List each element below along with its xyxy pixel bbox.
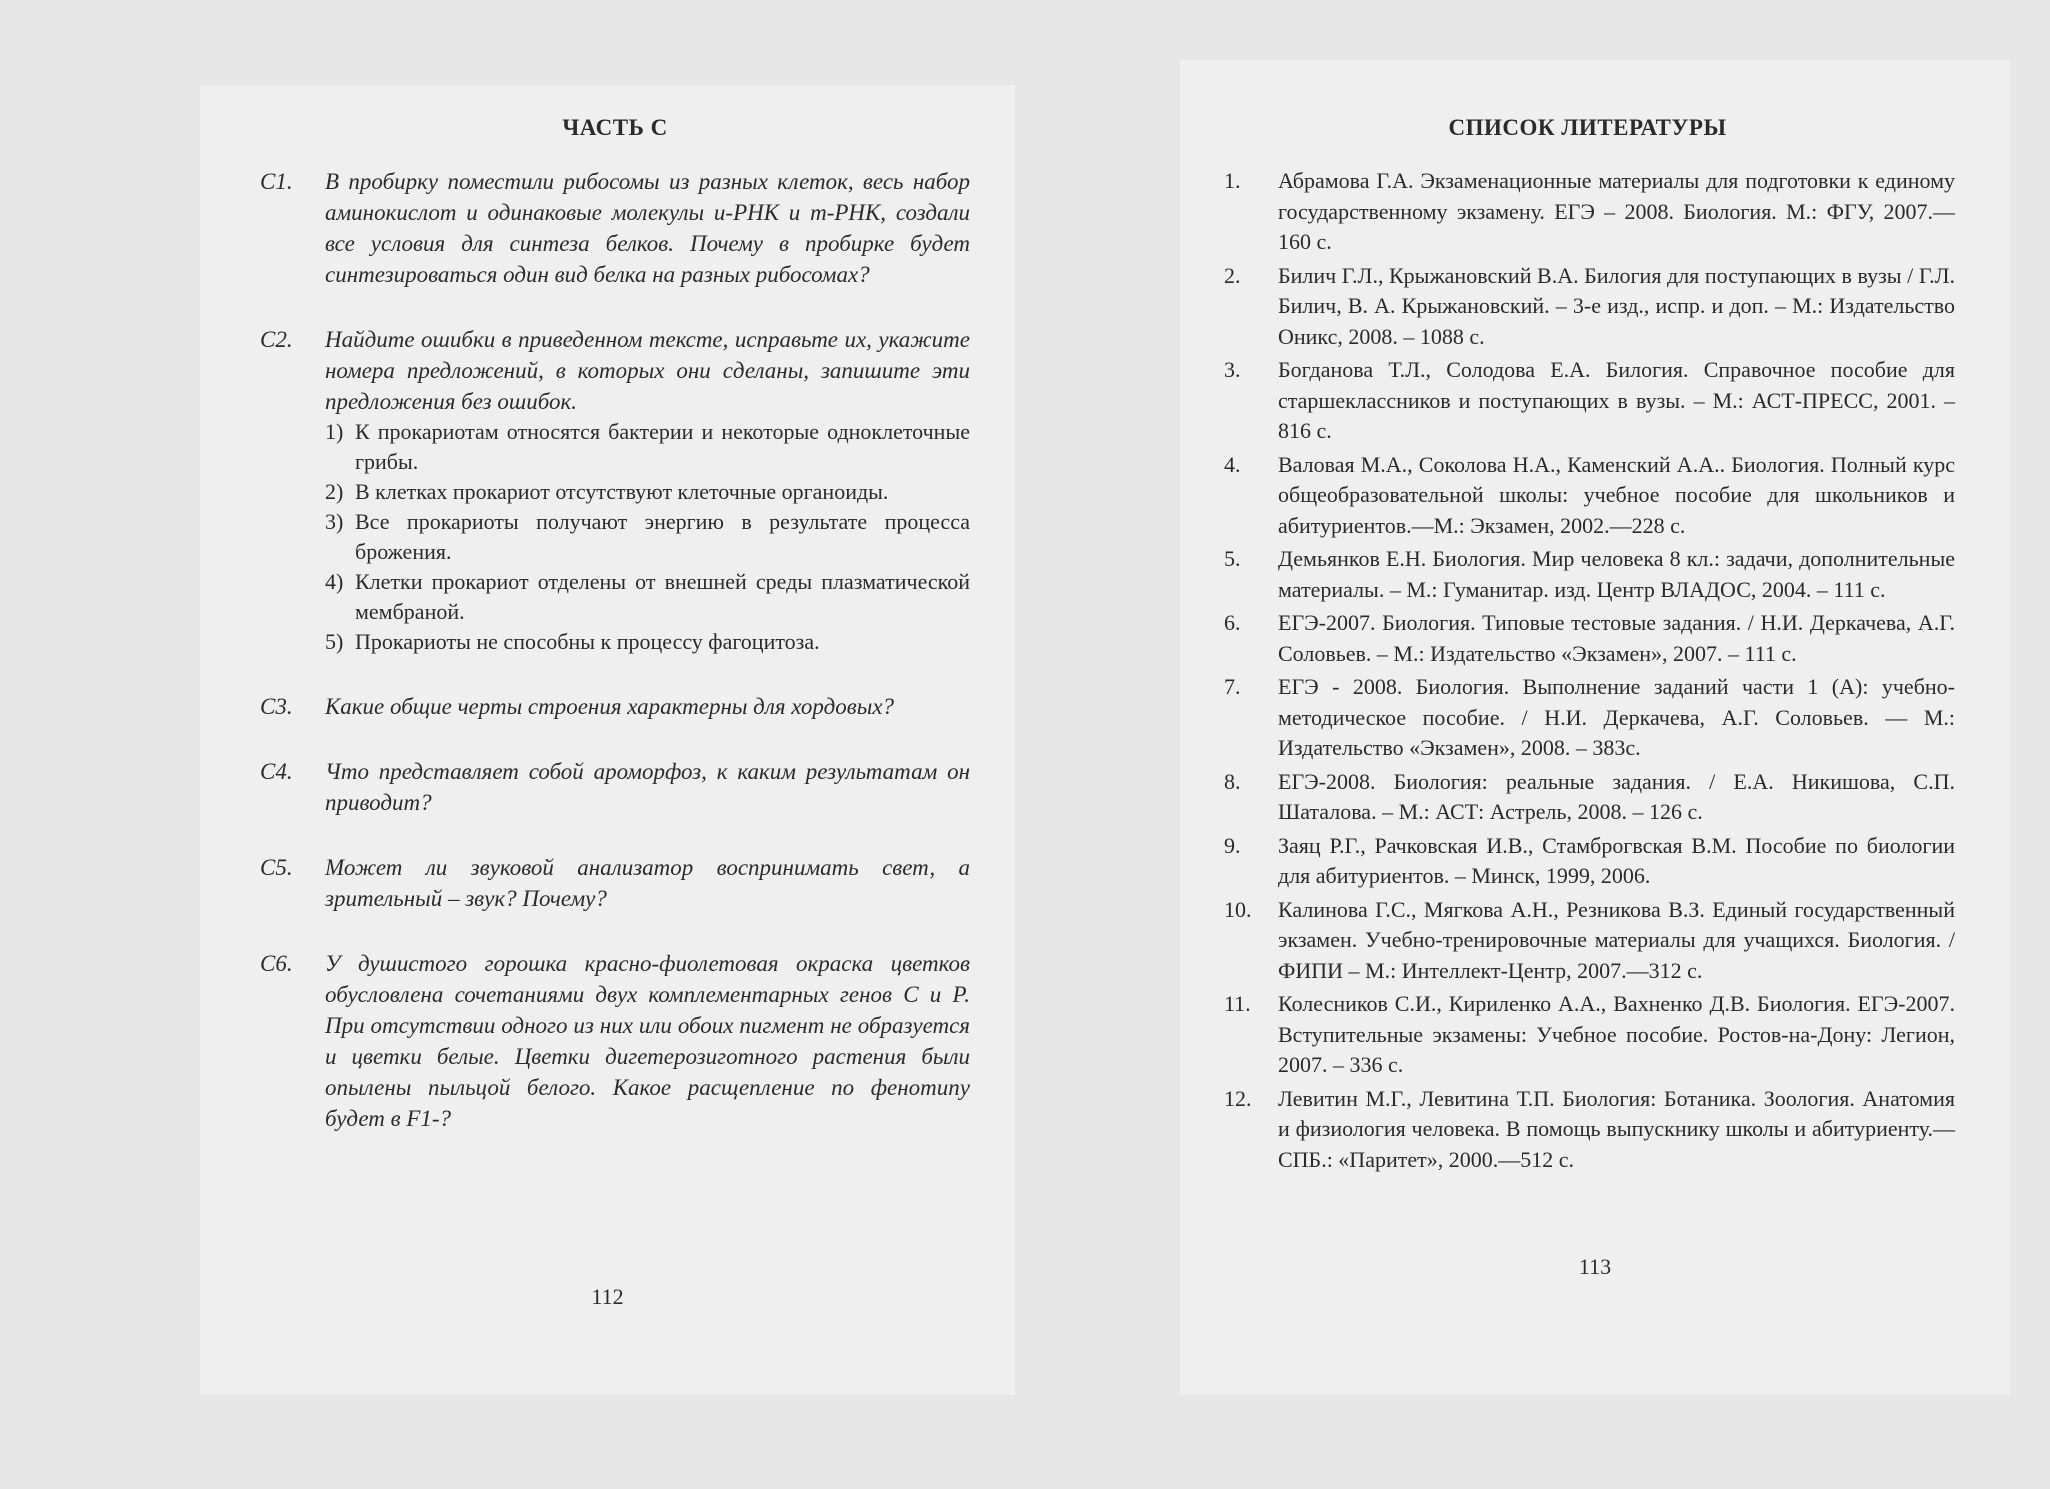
task-c2 xyxy=(260,324,970,657)
reference-item xyxy=(1220,1084,1955,1176)
task-text: Какие общие черты строения характерны для хордовых? xyxy=(325,694,895,719)
task-body xyxy=(325,948,970,1134)
task-body xyxy=(325,324,970,657)
reference-number: 4. xyxy=(1224,451,1241,477)
reference-item xyxy=(1220,544,1955,605)
reference-list xyxy=(1220,166,1955,1175)
statement-text: Все прокариоты получают энергию в результате процесса брожения. xyxy=(355,509,970,564)
reference-text: Заяц Р.Г., Рачковская И.В., Стамброгвская В.М. Пособие по биологии для абитуриентов. – Минск, 1999, 2006. xyxy=(1278,832,1955,888)
statement-item xyxy=(325,417,970,477)
reference-item xyxy=(1220,166,1955,258)
task-text: Что представляет собой ароморфоз, к каким результатам он приводит? xyxy=(325,759,970,815)
reference-text: Билич Г.Л., Крыжановский В.А. Билогия для поступающих в вузы / Г.Л. Билич, В. А. Крыжановский. – 3-е изд., испр. и доп. – М.: Издательство Оникс, 2008. – 1088 с. xyxy=(1278,262,1955,349)
page-title: СПИСОК ЛИТЕРАТУРЫ xyxy=(1448,115,1727,140)
reference-text: Демьянков Е.Н. Биология. Мир человека 8 кл.: задачи, дополнительные материалы. – М.: Гуманитар. изд. Центр ВЛАДОС, 2004. – 111 с. xyxy=(1278,546,1955,602)
reference-item xyxy=(1220,831,1955,892)
task-c6 xyxy=(260,948,970,1134)
task-number: C3. xyxy=(260,694,293,719)
reference-item xyxy=(1220,767,1955,828)
reference-number: 8. xyxy=(1224,768,1241,794)
reference-item xyxy=(1220,450,1955,542)
reference-number: 2. xyxy=(1224,262,1241,288)
reference-number: 1. xyxy=(1224,168,1241,193)
reference-text: Левитин М.Г., Левитина Т.П. Биология: Ботаника. Зоология. Анатомия и физиология человека. В помощь выпускнику школы и абитуриенту.— СПБ.: «Паритет», 2000.—512 с. xyxy=(1278,1085,1955,1172)
reference-item xyxy=(1220,672,1955,764)
statement-item xyxy=(325,627,970,657)
reference-text: ЕГЭ-2008. Биология: реальные задания. / Е.А. Никишова, С.П. Шаталова. – М.: АСТ: Астрель, 2008. – 126 с. xyxy=(1278,768,1955,824)
statement-number: 4) xyxy=(325,569,344,594)
task-text: Найдите ошибки в приведенном тексте, исправьте их, укажите номера предложений, в которых они сделаны, запишите эти предложения без ошибок. xyxy=(325,327,970,414)
reference-text: Калинова Г.С., Мягкова А.Н., Резникова В.З. Единый государственный экзамен. Учебно-тренировочные материалы для учащихся. Биология. / ФИПИ – М.: Интеллект-Центр, 2007.—312 с. xyxy=(1278,896,1955,983)
task-text: У душистого горошка красно-фиолетовая окраска цветков обусловлена сочетаниями двух комплементарных генов С и Р. При отсутствии одного из них или обоих пигмент не образуется и цветки белые. Цветки дигетерозиготного растения были опылены пыльцой белого. Какое расщепление по фенотипу будет в F1-? xyxy=(325,951,970,1131)
statement-text: Прокариоты не способны к процессу фагоцитоза. xyxy=(355,629,820,654)
task-number: C2. xyxy=(260,327,293,352)
reference-text: Абрамова Г.А. Экзаменационные материалы для подготовки к единому государственному экзамену. ЕГЭ – 2008. Биология. М.: ФГУ, 2007.—160 с. xyxy=(1278,168,1955,254)
task-c5 xyxy=(260,852,970,914)
statement-list xyxy=(325,417,970,657)
page-number: 113 xyxy=(1578,1254,1612,1279)
task-number: C5. xyxy=(260,855,293,880)
statement-number: 2) xyxy=(325,479,344,504)
page-number: 112 xyxy=(591,1284,624,1309)
task-c4 xyxy=(260,756,970,818)
reference-item xyxy=(1220,608,1955,669)
reference-number: 6. xyxy=(1224,610,1241,635)
statement-item xyxy=(325,567,970,627)
right-page xyxy=(1180,60,2010,1395)
task-c1 xyxy=(260,166,970,290)
task-body xyxy=(325,166,970,290)
task-text: Может ли звуковой анализатор воспринимать свет, а зрительный – звук? Почему? xyxy=(325,855,970,911)
reference-item xyxy=(1220,355,1955,447)
reference-item xyxy=(1220,895,1955,987)
task-number: C1. xyxy=(260,169,293,194)
reference-text: Колесников С.И., Кириленко А.А., Вахненко Д.В. Биология. ЕГЭ-2007. Вступительные экзамены: Учебное пособие. Ростов-на-Дону: Легион, 2007. – 336 с. xyxy=(1278,991,1955,1077)
page-title: ЧАСТЬ С xyxy=(562,115,668,140)
reference-text: Богданова Т.Л., Солодова Е.А. Билогия. Справочное пособие для старшеклассников и поступающих в вузы. – М.: АСТ-ПРЕСС, 2001. – 816 с. xyxy=(1278,357,1955,443)
statement-number: 3) xyxy=(325,509,344,534)
statement-text: Клетки прокариот отделены от внешней среды плазматической мембраной. xyxy=(355,569,970,624)
left-page xyxy=(200,85,1015,1395)
statement-text: В клетках прокариот отсутствуют клеточные органоиды. xyxy=(355,479,889,504)
statement-item xyxy=(325,507,970,567)
reference-number: 11. xyxy=(1224,991,1251,1016)
task-number: C6. xyxy=(260,951,293,976)
task-body xyxy=(325,756,970,818)
task-text: В пробирку поместили рибосомы из разных клеток, весь набор аминокислот и одинаковые молекулы и-РНК и т-РНК, создали все условия для синтеза белков. Почему в пробирке будет синтезироваться один вид белка на разных рибосомах? xyxy=(325,169,970,287)
reference-text: Валовая М.А., Соколова Н.А., Каменский А.А.. Биология. Полный курс общеобразовательной школы: учебное пособие для школьников и абитуриентов.—М.: Экзамен, 2002.—228 с. xyxy=(1278,451,1955,538)
task-number: C4. xyxy=(260,759,293,784)
statement-text: К прокариотам относятся бактерии и некоторые одноклеточные грибы. xyxy=(355,419,970,474)
statement-number: 1) xyxy=(325,419,344,444)
reference-number: 5. xyxy=(1224,546,1241,571)
task-body xyxy=(325,852,970,914)
task-body xyxy=(325,691,970,722)
reference-number: 3. xyxy=(1224,357,1241,382)
statement-item xyxy=(325,477,970,507)
statement-number: 5) xyxy=(325,629,344,654)
reference-text: ЕГЭ-2007. Биология. Типовые тестовые задания. / Н.И. Деркачева, А.Г. Соловьев. – М.: Издательство «Экзамен», 2007. – 111 с. xyxy=(1278,610,1955,666)
reference-number: 10. xyxy=(1224,896,1252,922)
reference-number: 7. xyxy=(1224,674,1241,699)
reference-number: 12. xyxy=(1224,1085,1252,1111)
reference-item xyxy=(1220,989,1955,1081)
reference-text: ЕГЭ - 2008. Биология. Выполнение заданий части 1 (А): учебно-методическое пособие. / Н.И. Деркачева, А.Г. Соловьев. — М.: Издательство «Экзамен», 2008. – 383с. xyxy=(1278,674,1955,760)
task-c3 xyxy=(260,691,970,722)
reference-item xyxy=(1220,261,1955,353)
reference-number: 9. xyxy=(1224,832,1241,858)
